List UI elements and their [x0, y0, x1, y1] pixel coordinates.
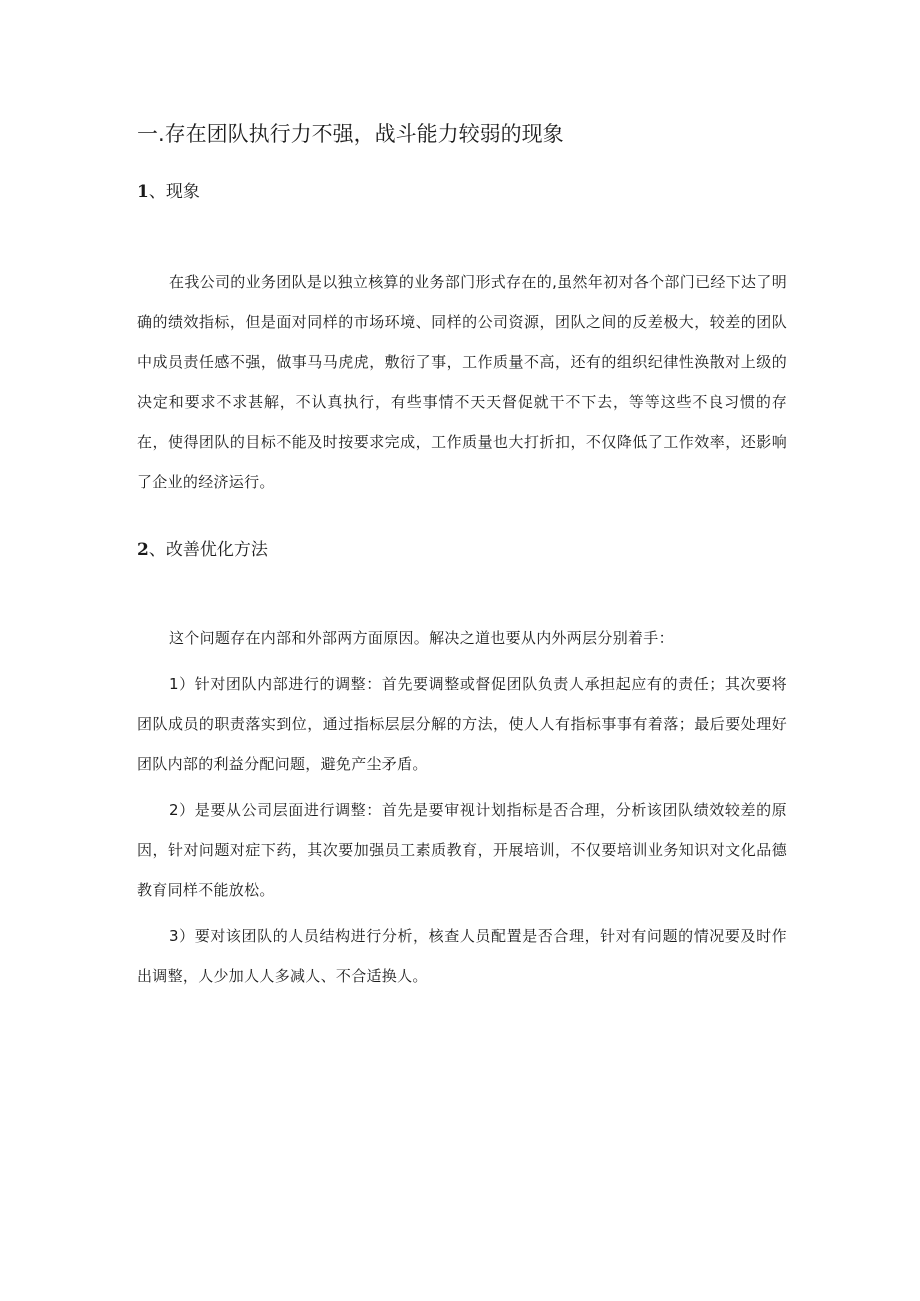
document-content — [137, 116, 787, 996]
paragraph: 3）要对该团队的人员结构进行分析，核查人员配置是否合理，针对有问题的情况要及时作出调整，人少加人人多减人、不合适换人。 — [137, 927, 787, 985]
section-heading-1 — [137, 178, 787, 206]
paragraph: 2）是要从公司层面进行调整：首先是要审视计划指标是否合理，分析该团队绩效较差的原因，针对问题对症下药，其次要加强员工素质教育，开展培训，不仅要培训业务知识对文化品德教育同样不能放松。 — [137, 801, 787, 899]
section-title: 、现象 — [148, 182, 200, 202]
section-heading-2 — [137, 536, 787, 564]
document-title: 一.存在团队执行力不强，战斗能力较弱的现象 — [137, 122, 564, 146]
paragraph: 这个问题存在内部和外部两方面原因。解决之道也要从内外两层分别着手： — [169, 629, 674, 647]
paragraph: 1）针对团队内部进行的调整：首先要调整或督促团队负责人承担起应有的责任；其次要将团队成员的职责落实到位，通过指标层层分解的方法，使人人有指标事事有着落；最后要处理好团队内部的利益分配问题，避免产尘矛盾。 — [137, 675, 787, 773]
section-title: 、改善优化方法 — [148, 540, 268, 560]
section-number: 1 — [137, 182, 149, 202]
paragraph: 在我公司的业务团队是以独立核算的业务部门形式存在的,虽然年初对各个部门已经下达了明确的绩效指标，但是面对同样的市场环境、同样的公司资源，团队之间的反差极大，较差的团队中成员责任感不强，做事马马虎虎，敷衍了事，工作质量不高，还有的组织纪律性涣散对上级的决定和要求不求甚解，不认真执行，有些事情不天天督促就干不下去，等等这些不良习惯的存在，使得团队的目标不能及时按要求完成，工作质量也大打折扣，不仅降低了工作效率，还影响了企业的经济运行。 — [137, 273, 787, 491]
section-number: 2 — [137, 540, 149, 560]
